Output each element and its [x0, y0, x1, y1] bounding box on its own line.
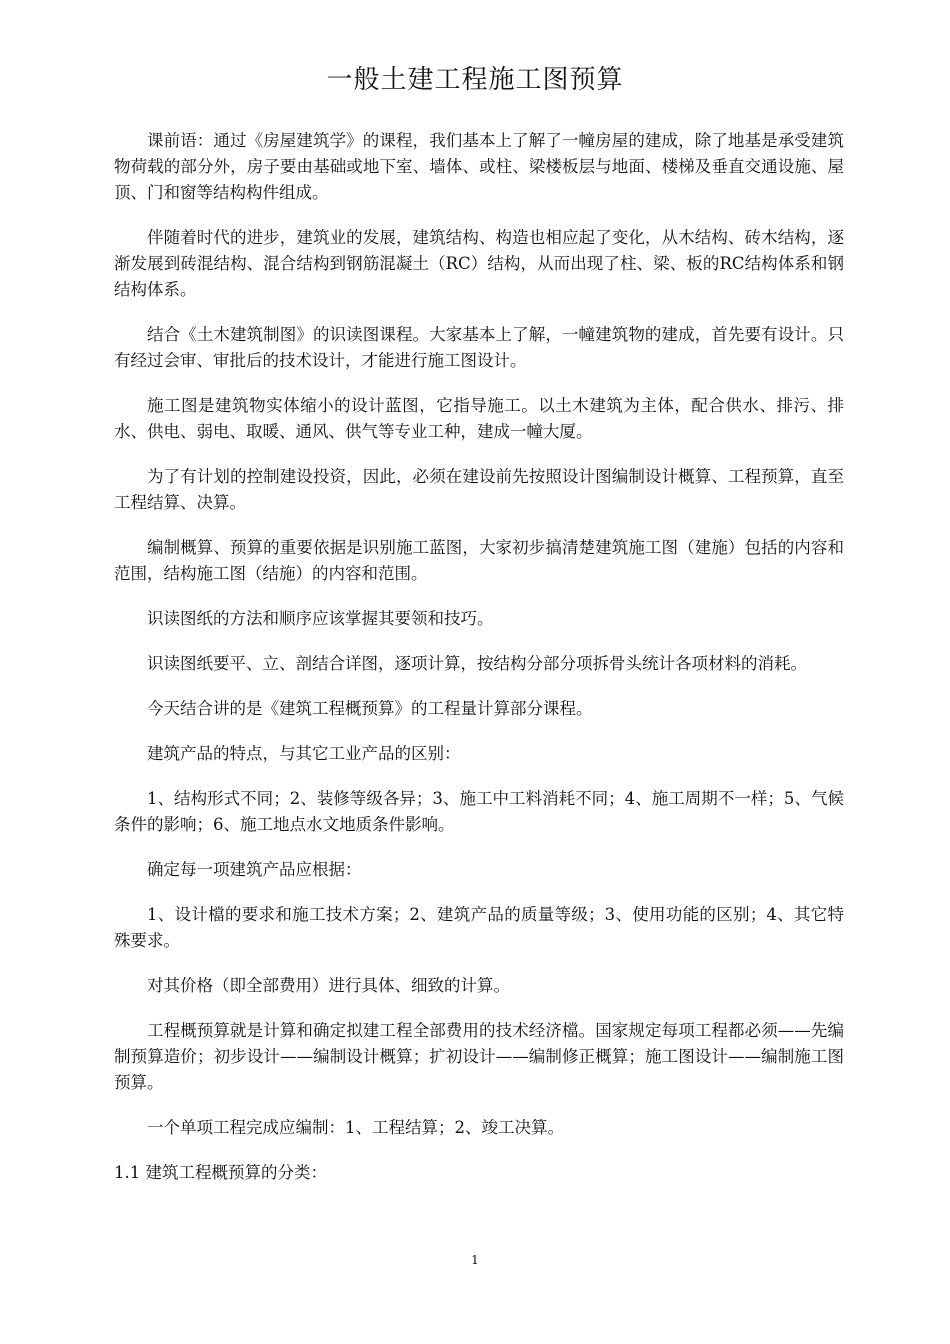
paragraph-budget-basis: 编制概算、预算的重要依据是识别施工蓝图，大家初步搞清楚建筑施工图（建施）包括的内容和范围，结构施工图（结施）的内容和范围。 [114, 538, 844, 583]
paragraph-investment-control: 为了有计划的控制建设投资，因此，必须在建设前先按照设计图编制设计概算、工程预算，直至工程结算、决算。 [114, 467, 844, 512]
paragraph-basis-list: 1、设计檔的要求和施工技术方案；2、建筑产品的质量等级；3、使用功能的区别；4、其它特殊要求。 [114, 905, 844, 950]
paragraph-reading-method: 识读图纸的方法和顺序应该掌握其要领和技巧。 [147, 609, 494, 628]
paragraph-today-topic: 今天结合讲的是《建筑工程概预算》的工程量计算部分课程。 [147, 699, 593, 718]
page-number: 1 [471, 1253, 479, 1267]
paragraph-structure-evolution: 伴随着时代的进步，建筑业的发展，建筑结构、构造也相应起了变化，从木结构、砖木结构，逐渐发展到砖混结构、混合结构到钢筋混凝土（RC）结构，从而出现了柱、梁、板的RC结构体系和钢结构体系。 [114, 228, 844, 299]
paragraph-determine-basis: 确定每一项建筑产品应根据： [147, 860, 362, 879]
paragraph-budget-definition: 工程概预算就是计算和确定拟建工程全部费用的技术经济檔。国家规定每项工程都必须——先编制预算造价；初步设计——编制设计概算；扩初设计——编制修正概算；施工图设计——编制施工图预算。 [114, 1021, 844, 1092]
paragraph-project-completion: 一个单项工程完成应编制：1、工程结算；2、竣工决算。 [147, 1118, 564, 1137]
section-heading: 1.1 建筑工程概预算的分类： [114, 1163, 327, 1182]
document-title: 一般土建工程施工图预算 [326, 65, 624, 95]
paragraph-price-calculation: 对其价格（即全部费用）进行具体、细致的计算。 [147, 976, 510, 995]
paragraph-reading-steps: 识读图纸要平、立、剖结合详图，逐项计算，按结构分部分项拆骨头统计各项材料的消耗。 [147, 654, 807, 673]
paragraph-construction-drawing: 施工图是建筑物实体缩小的设计蓝图，它指导施工。以土木建筑为主体，配合供水、排污、排水、供电、弱电、取暖、通风、供气等专业工种，建成一幢大厦。 [114, 396, 844, 441]
document-body [114, 128, 844, 1186]
paragraph-product-features: 建筑产品的特点，与其它工业产品的区别： [147, 744, 461, 763]
paragraph-intro: 课前语：通过《房屋建筑学》的课程，我们基本上了解了一幢房屋的建成，除了地基是承受建筑物荷载的部分外，房子要由基础或地下室、墙体、或柱、梁楼板层与地面、楼梯及垂直交通设施、屋顶、门和窗等结构构件组成。 [114, 131, 844, 202]
paragraph-feature-list: 1、结构形式不同；2、装修等级各异；3、施工中工料消耗不同；4、施工周期不一样；5、气候条件的影响；6、施工地点水文地质条件影响。 [114, 789, 844, 834]
paragraph-drawing-course: 结合《土木建筑制图》的识读图课程。大家基本上了解，一幢建筑物的建成，首先要有设计。只有经过会审、审批后的技术设计，才能进行施工图设计。 [114, 325, 844, 370]
